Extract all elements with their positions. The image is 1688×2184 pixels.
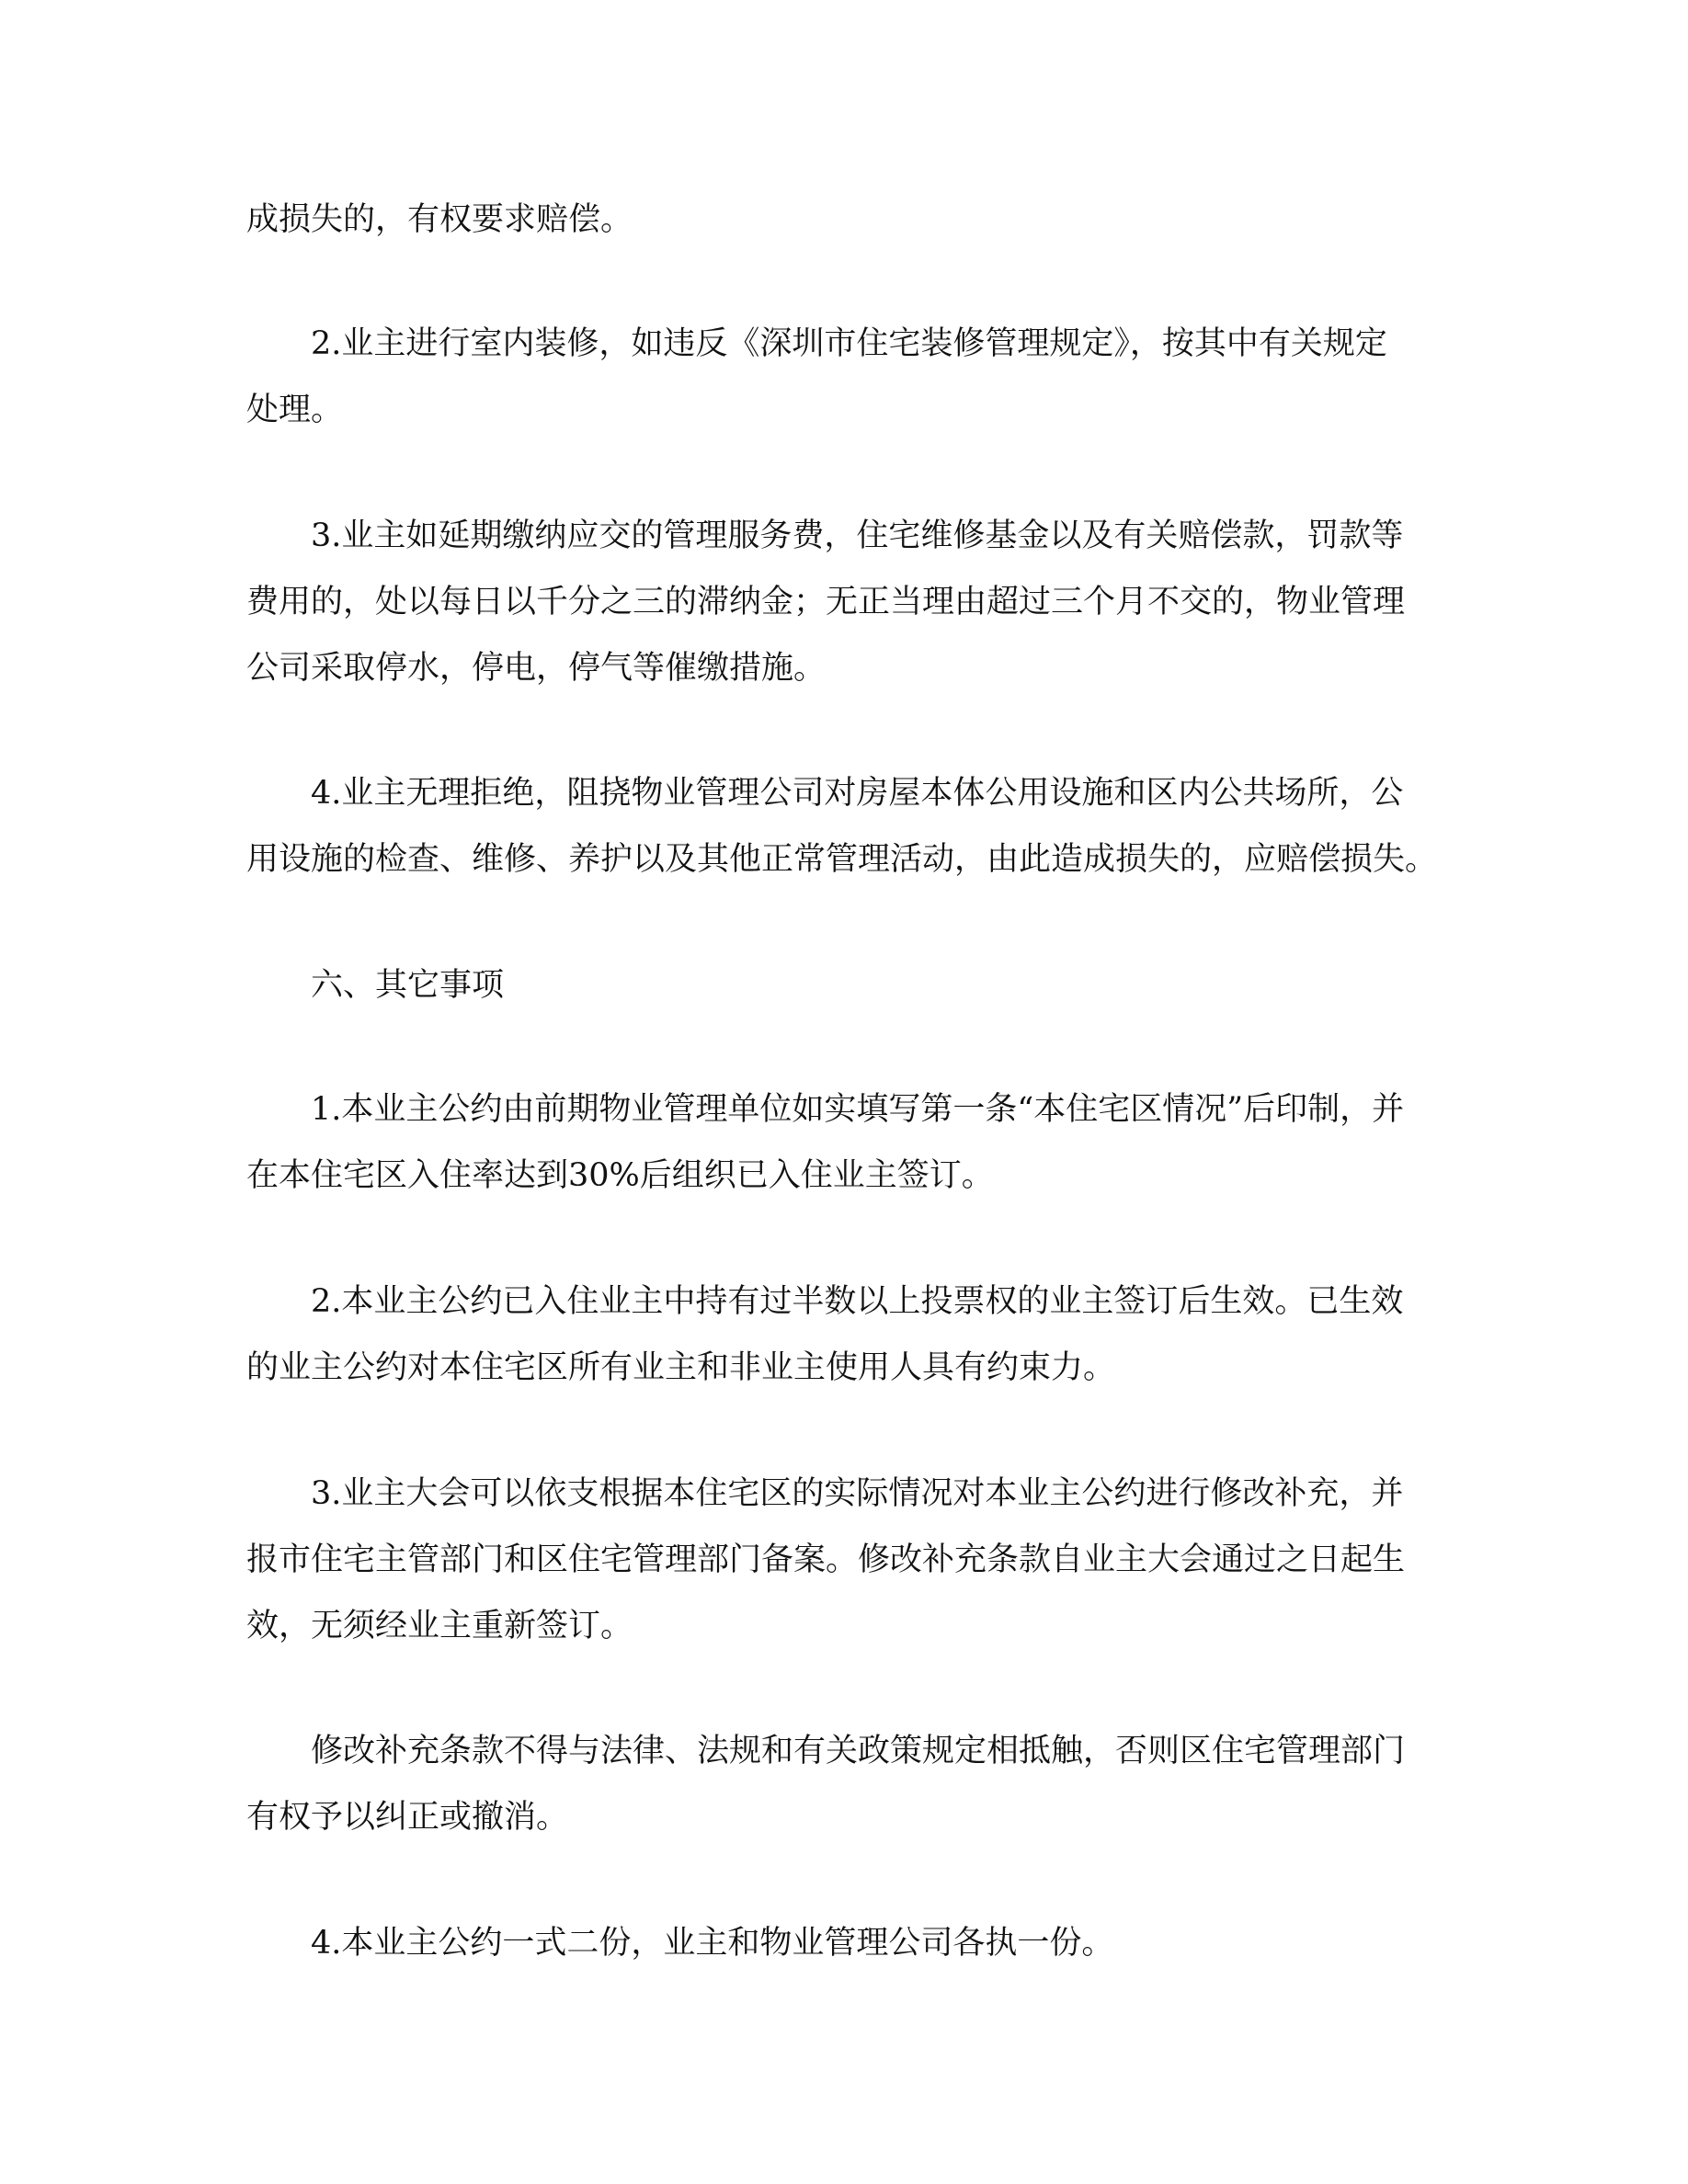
- text-line: 公司采取停水，停电，停气等催缴措施。: [246, 650, 827, 687]
- text-line: 2.本业主公约已入住业主中持有过半数以上投票权的业主签订后生效。已生效: [246, 1283, 1404, 1320]
- text-line: 3.业主大会可以依支根据本住宅区的实际情况对本业主公约进行修改补充，并: [246, 1475, 1404, 1512]
- text-line: 1.本业主公约由前期物业管理单位如实填写第一条“本住宅区情况”后印制，并: [246, 1091, 1405, 1128]
- text-line: 用设施的检查、维修、养护以及其他正常管理活动，由此造成损失的，应赔偿损失。: [246, 841, 1438, 878]
- heading-text: 六、其它事项: [246, 967, 505, 1004]
- paragraph-drafting-rule: [246, 1076, 1442, 1209]
- text-line: 成损失的，有权要求赔偿。: [246, 201, 633, 238]
- paragraph-obstruction-rule: [246, 760, 1442, 893]
- text-line: 有权予以纠正或撤消。: [246, 1799, 569, 1836]
- text-line: 效，无须经业主重新签订。: [246, 1608, 633, 1644]
- paragraph-effectiveness-rule: [246, 1268, 1442, 1401]
- text-line: 费用的，处以每日以千分之三的滞纳金；无正当理由超过三个月不交的，物业管理: [246, 584, 1406, 620]
- paragraph-amendment-rule: [246, 1461, 1442, 1659]
- paragraph-continuation: [246, 187, 1442, 253]
- text-line: 处理。: [246, 392, 344, 428]
- paragraph-copies-rule: [246, 1910, 1442, 1976]
- paragraph-renovation-rule: [246, 311, 1442, 443]
- text-line: 4.业主无理拒绝，阻挠物业管理公司对房屋本体公用设施和区内公共场所，公: [246, 775, 1404, 812]
- paragraph-late-fee-rule: [246, 503, 1442, 701]
- text-line: 报市住宅主管部门和区住宅管理部门备案。修改补充条款自业主大会通过之日起生: [246, 1541, 1406, 1578]
- text-line: 修改补充条款不得与法律、法规和有关政策规定相抵触，否则区住宅管理部门: [246, 1733, 1406, 1769]
- text-line: 2.业主进行室内装修，如违反《深圳市住宅装修管理规定》，按其中有关规定: [246, 325, 1387, 362]
- paragraph-amendment-limits: [246, 1718, 1442, 1850]
- section-heading-other-matters: [246, 952, 1442, 1018]
- text-line: 3.业主如延期缴纳应交的管理服务费，住宅维修基金以及有关赔偿款，罚款等: [246, 518, 1404, 554]
- text-line: 在本住宅区入住率达到30%后组织已入住业主签订。: [246, 1157, 994, 1194]
- text-line: 4.本业主公约一式二份，业主和物业管理公司各执一份。: [246, 1925, 1114, 1962]
- text-line: 的业主公约对本住宅区所有业主和非业主使用人具有约束力。: [246, 1349, 1116, 1386]
